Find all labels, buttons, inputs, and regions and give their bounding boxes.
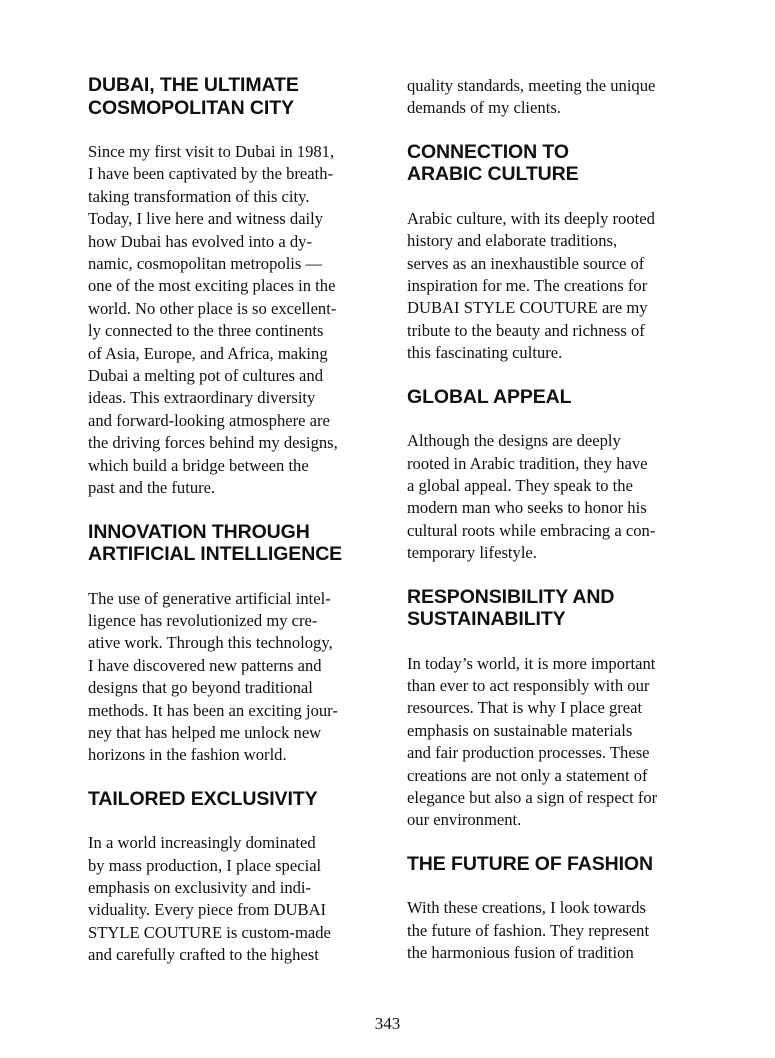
text-line: designs that go beyond traditional [88, 678, 313, 698]
text-line: elegance but also a sign of respect for [407, 788, 658, 808]
text-line: With these creations, I look towards [407, 898, 646, 918]
text-line: ative work. Through this technology, [88, 633, 333, 653]
text-line: I have discovered new patterns and [88, 655, 322, 675]
text-line: the harmonious fusion of tradition [407, 943, 634, 963]
heading-line: THE FUTURE OF FASHION [407, 852, 653, 875]
paragraph [407, 897, 697, 964]
text-line: quality standards, meeting the unique [407, 76, 656, 95]
text-line: our environment. [407, 810, 522, 830]
text-line: ney that has helped me unlock new [88, 722, 322, 742]
section-heading [88, 74, 378, 119]
text-line: and carefully crafted to the highest [88, 945, 319, 965]
text-line: the future of fashion. They represent [407, 920, 650, 940]
text-line: than ever to act responsibly with our [407, 676, 650, 695]
paragraph [407, 430, 697, 564]
text-line: DUBAI STYLE COUTURE are my [407, 298, 648, 318]
heading-line: ARABIC CULTURE [407, 163, 579, 186]
text-line: one of the most exciting places in the [88, 276, 336, 296]
paragraph [88, 141, 378, 500]
paragraph [88, 588, 378, 767]
text-line: creations are not only a statement of [407, 765, 648, 785]
section-tailored-exclusivity [88, 788, 378, 967]
text-line: rooted in Arabic tradition, they have [407, 453, 648, 473]
text-line: and fair production processes. These [407, 743, 650, 763]
text-line: of Asia, Europe, and Africa, making [88, 343, 328, 363]
text-line: In today’s world, it is more important [407, 653, 656, 673]
text-line: Since my first visit to Dubai in 1981, [88, 142, 335, 161]
heading-line: RESPONSIBILITY AND [407, 585, 615, 608]
section-dubai-the-ultimate-cosmopolitan-city [88, 74, 378, 500]
paragraph [407, 208, 697, 365]
text-line: Although the designs are deeply [407, 431, 621, 451]
section-heading [407, 141, 697, 186]
paragraph [407, 653, 697, 832]
text-line: ligence has revolutionized my cre- [88, 610, 318, 630]
text-line: emphasis on exclusivity and indi- [88, 878, 312, 898]
text-line: horizons in the fashion world. [88, 745, 287, 765]
text-line: ly connected to the three continents [88, 321, 324, 341]
text-line: inspiration for me. The creations for [407, 276, 648, 296]
text-line: In a world increasingly dominated [88, 833, 316, 853]
text-line: Today, I live here and witness daily [88, 209, 324, 229]
text-line: temporary lifestyle. [407, 543, 537, 563]
heading-line: CONNECTION TO [407, 140, 569, 163]
text-line: demands of my clients. [407, 98, 561, 118]
text-line: past and the future. [88, 478, 216, 498]
section-heading [407, 853, 697, 876]
text-line: cultural roots while embracing a con- [407, 520, 656, 540]
heading-line: SUSTAINABILITY [407, 608, 566, 631]
right-column [407, 75, 697, 986]
text-line: the driving forces behind my designs, [88, 433, 338, 453]
text-line: and forward-looking atmosphere are [88, 410, 330, 430]
text-line: by mass production, I place special [88, 855, 322, 875]
text-line: viduality. Every piece from DUBAI [88, 900, 327, 920]
text-line: ideas. This extraordinary diversity [88, 388, 316, 408]
heading-line: GLOBAL APPEAL [407, 385, 572, 408]
section-heading [407, 586, 697, 631]
text-line: Dubai a melting pot of cultures and [88, 366, 324, 386]
text-line: which build a bridge between the [88, 455, 309, 475]
text-line: world. No other place is so excellent- [88, 298, 337, 318]
heading-line: DUBAI, THE ULTIMATE [88, 74, 299, 96]
text-line: namic, cosmopolitan metropolis — [88, 254, 323, 274]
text-line: Arabic culture, with its deeply rooted [407, 208, 655, 228]
text-line: a global appeal. They speak to the [407, 475, 633, 495]
text-line: The use of generative artificial intel- [88, 588, 331, 608]
text-line: resources. That is why I place great [407, 698, 643, 718]
text-line: how Dubai has evolved into a dy- [88, 231, 312, 251]
text-line: methods. It has been an exciting jour- [88, 700, 338, 720]
text-line: modern man who seeks to honor his [407, 498, 647, 518]
section-heading [88, 521, 378, 566]
text-line: serves as an inexhaustible source of [407, 253, 645, 273]
heading-line: TAILORED EXCLUSIVITY [88, 787, 318, 810]
heading-line: INNOVATION THROUGH [88, 520, 310, 543]
section-connection-to-arabic-culture [407, 141, 697, 365]
heading-line: ARTIFICIAL INTELLIGENCE [88, 543, 343, 565]
left-column [88, 74, 378, 988]
text-line: tribute to the beauty and richness of [407, 320, 645, 340]
paragraph [88, 832, 378, 966]
section-heading [88, 788, 378, 811]
heading-line: COSMOPOLITAN CITY [88, 96, 294, 119]
text-line: taking transformation of this city. [88, 186, 310, 206]
section-responsibility-and-sustainability [407, 586, 697, 832]
text-line: this fascinating culture. [407, 343, 563, 363]
text-line: history and elaborate traditions, [407, 231, 618, 251]
text-line: emphasis on sustainable materials [407, 720, 633, 740]
text-line: I have been captivated by the breath- [88, 164, 334, 184]
section-heading [407, 386, 697, 409]
text-line: STYLE COUTURE is custom-made [88, 922, 331, 942]
section-innovation-through-artificial-intelligence [88, 521, 378, 767]
page-number: 343 [374, 1014, 401, 1033]
section-the-future-of-fashion [407, 853, 697, 965]
section-global-appeal [407, 386, 697, 565]
continued-paragraph [407, 75, 697, 120]
